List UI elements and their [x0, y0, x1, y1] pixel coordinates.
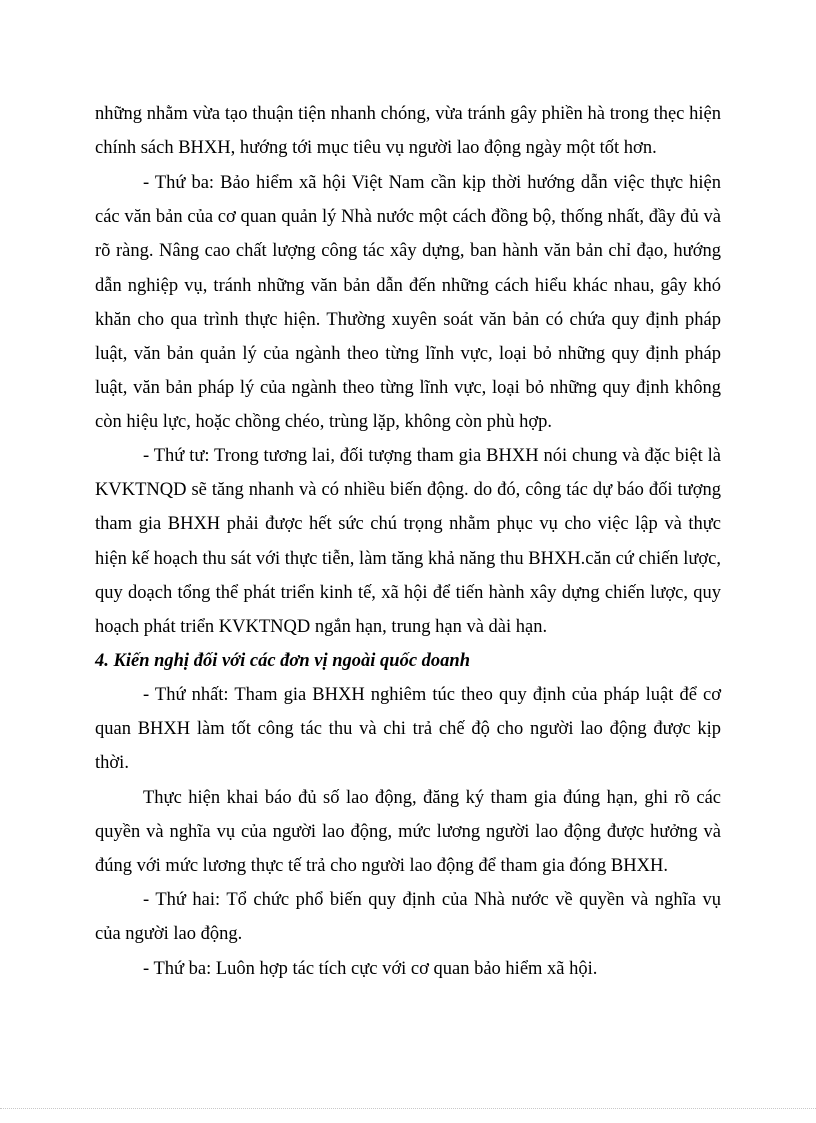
paragraph-continuation: những nhằm vừa tạo thuận tiện nhanh chóng, vừa tránh gây phiền hà trong thẹc hiện chính sách BHXH, hướng tới mục tiêu vụ người lao động ngày một tốt hơn. — [95, 104, 721, 159]
paragraph-thu-ba: - Thứ ba: Bảo hiểm xã hội Việt Nam cần kịp thời hướng dẫn việc thực hiện các văn bản của cơ quan quản lý Nhà nước một cách đồng bộ, thống nhất, đầy đủ và rõ ràng. Nâng cao chất lượng công tác xây dựng, ban hành văn bản chỉ đạo, hướng dẫn nghiệp vụ, tránh những văn bản dẫn đến những cách hiểu khác nhau, gây khó khăn cho qua trình thực hiện. Thường xuyên soát văn bản có chứa quy định pháp luật, văn bản quản lý của ngành theo từng lĩnh vực, loại bỏ những quy định pháp luật, văn bản pháp lý của ngành theo từng lĩnh vực, loại bỏ những quy định không còn hiệu lực, hoặc chồng chéo, trùng lặp, không còn phù hợp. — [95, 173, 721, 433]
paragraph-thu-hai: - Thứ hai: Tổ chức phổ biến quy định của Nhà nước về quyền và nghĩa vụ của người lao động. — [95, 890, 721, 945]
paragraph-thu-tu: - Thứ tư: Trong tương lai, đối tượng tham gia BHXH nói chung và đặc biệt là KVKTNQD sẽ tăng nhanh và có nhiều biến động. do đó, công tác dự báo đối tượng tham gia BHXH phải được hết sức chú trọng nhằm phục vụ cho việc lập và thực hiện kế hoạch thu sát với thực tiễn, làm tăng khả năng thu BHXH.căn cứ chiến lược, quy doạch tổng thể phát triển kinh tế, xã hội để tiến hành xây dựng chiến lược, quy hoạch phát triển KVKTNQD ngắn hạn, trung hạn và dài hạn. — [95, 446, 721, 638]
section-heading: 4. Kiến nghị đối với các đơn vị ngoài quốc doanh — [95, 651, 470, 671]
paragraph-thu-ba-recommendation: - Thứ ba: Luôn hợp tác tích cực với cơ quan bảo hiểm xã hội. — [143, 959, 598, 979]
paragraph-thu-nhat: - Thứ nhất: Tham gia BHXH nghiêm túc theo quy định của pháp luật để cơ quan BHXH làm tốt công tác thu và chi trả chế độ cho người lao động được kịp thời. — [95, 685, 721, 774]
page-bottom-divider — [0, 1108, 816, 1109]
paragraph-thuc-hien: Thực hiện khai báo đủ số lao động, đăng ký tham gia đúng hạn, ghi rõ các quyền và nghĩa vụ của người lao động, mức lương người lao động được hưởng và đúng với mức lương thực tế trả cho người lao động để tham gia đóng BHXH. — [95, 788, 721, 877]
